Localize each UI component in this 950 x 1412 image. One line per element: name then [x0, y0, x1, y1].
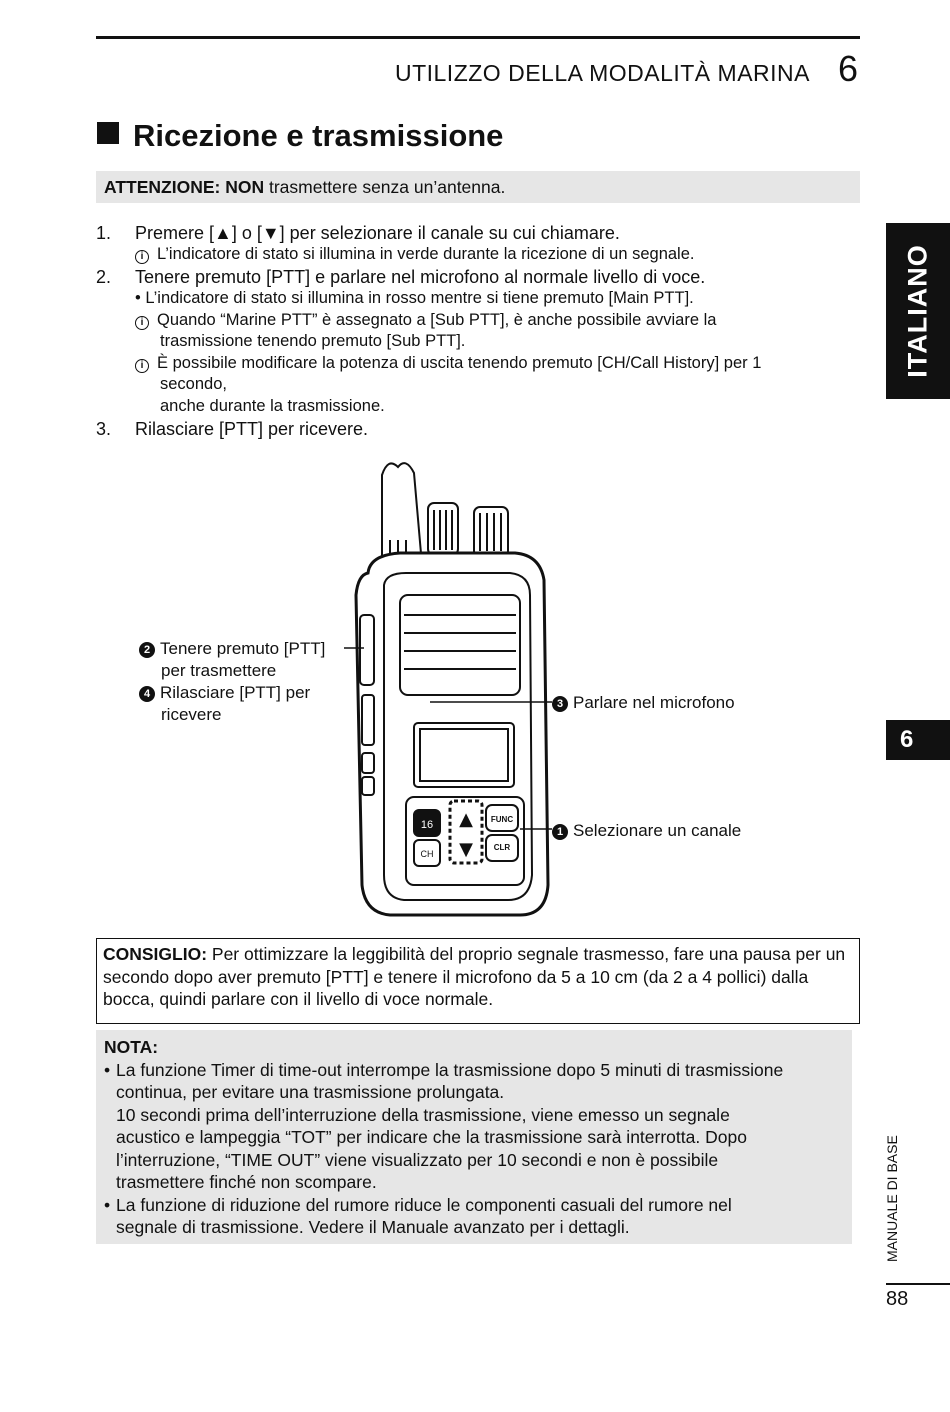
- up-arrow-icon: ▲: [459, 809, 473, 830]
- chapter-title: UTILIZZO DELLA MODALITÀ MARINA: [394, 60, 810, 86]
- step-2-info-2: [135, 353, 761, 374]
- note-bullet-1-line-5: l’interruzione, “TIME OUT” viene visualizzato per 10 secondi e non è possibile: [116, 1149, 719, 1170]
- step-1-info: [135, 244, 694, 265]
- page-number: 88: [886, 1288, 909, 1310]
- down-arrow-icon: ▼: [459, 839, 473, 860]
- note-bullet-1-line-4: acustico e lampeggia “TOT” per indicare che la trasmissione sarà interrotta. Dopo: [116, 1127, 747, 1147]
- note-bullet-2-line-1: La funzione di riduzione del rumore riduce le componenti casuali del rumore nel: [116, 1194, 732, 1215]
- callout-1: [552, 820, 741, 842]
- key-clr-label: CLR: [493, 843, 511, 852]
- key-ch-label: CH: [420, 849, 434, 859]
- circled-number-1: 1: [552, 824, 568, 840]
- callout-2: [139, 638, 325, 660]
- warning-label: ATTENZIONE: NON: [104, 177, 265, 197]
- step-2-bullet: • L’indicatore di stato si illumina in rosso mentre si tiene premuto [Main PTT].: [135, 289, 694, 307]
- callout-3: [552, 692, 735, 714]
- callout-4-cont: ricevere: [161, 705, 222, 724]
- step-2-info-2-text: È possibile modificare la potenza di uscita tenendo premuto [CH/Call History] per 1: [157, 354, 762, 372]
- bullet-icon: •: [104, 1059, 111, 1080]
- chapter-tab: 6: [886, 720, 950, 760]
- info-icon: i: [135, 316, 149, 330]
- key-16-label: 16: [420, 819, 434, 831]
- section-title: Ricezione e trasmissione: [133, 118, 504, 153]
- callout-2-cont: per trasmettere: [161, 661, 277, 680]
- note-label: NOTA:: [104, 1037, 159, 1057]
- step-1-text: Premere [▲] o [▼] per selezionare il canale su cui chiamare.: [135, 223, 620, 243]
- step-2-info-1-cont: trasmissione tenendo premuto [Sub PTT].: [160, 332, 466, 350]
- language-tab-label: ITALIANO: [902, 244, 933, 378]
- step-1-number: 1.: [96, 223, 112, 243]
- info-icon: i: [135, 359, 149, 373]
- note-bullet-1-line-2: continua, per evitare una trasmissione prolungata.: [116, 1082, 505, 1102]
- callout-3-text: Parlare nel microfono: [573, 693, 735, 712]
- radio-illustration: [340, 455, 570, 920]
- key-func-label: FUNC: [490, 815, 514, 824]
- manual-label: MANUALE DI BASE: [884, 1135, 900, 1262]
- step-2-info-2-cont2: anche durante la trasmissione.: [160, 397, 385, 415]
- note-bullet-1-line-6: trasmettere finché non scompare.: [116, 1172, 377, 1192]
- tip-label: CONSIGLIO:: [103, 944, 208, 964]
- note-box: [96, 1030, 852, 1244]
- callout-1-text: Selezionare un canale: [573, 821, 742, 840]
- step-3-text: Rilasciare [PTT] per ricevere.: [135, 419, 369, 439]
- step-1-info-text: L’indicatore di stato si illumina in verde durante la ricezione di un segnale.: [157, 245, 695, 263]
- step-2-number: 2.: [96, 267, 112, 287]
- tip-text: Per ottimizzare la leggibilità del proprio segnale trasmesso, fare una pausa per un secondo dopo aver premuto [PTT] e tenere il microfono da 5 a 10 cm (da 2 a 4 pollici) dalla bocca, quindi parlare con il livello di voce normale.: [103, 944, 846, 1009]
- warning-box: [96, 171, 860, 203]
- tip-box: [96, 938, 860, 1024]
- circled-number-4: 4: [139, 686, 155, 702]
- note-bullet-1-line-3: 10 secondi prima dell’interruzione della trasmissione, viene emesso un segnale: [116, 1104, 730, 1125]
- step-3-number: 3.: [96, 419, 112, 439]
- info-icon: i: [135, 250, 149, 264]
- note-bullet-2-line-2: segnale di trasmissione. Vedere il Manuale avanzato per i dettagli.: [116, 1217, 630, 1237]
- square-bullet-icon: [97, 122, 119, 144]
- language-tab: [886, 223, 950, 399]
- section-heading: [97, 118, 503, 154]
- header-rule: [96, 36, 860, 39]
- callout-4-text: Rilasciare [PTT] per: [160, 683, 311, 702]
- step-2-info-1-text: Quando “Marine PTT” è assegnato a [Sub PTT], è anche possibile avviare la: [157, 311, 717, 329]
- chapter-number: 6: [837, 48, 858, 89]
- footer-rule: [886, 1283, 950, 1285]
- warning-text: trasmettere senza un’antenna.: [264, 177, 506, 197]
- step-2-info-2-cont: secondo,: [160, 375, 227, 393]
- step-2-info-1: [135, 310, 716, 331]
- callout-2-text: Tenere premuto [PTT]: [160, 639, 326, 658]
- circled-number-3: 3: [552, 696, 568, 712]
- circled-number-2: 2: [139, 642, 155, 658]
- note-bullet-1-line-1: La funzione Timer di time-out interrompe la trasmissione dopo 5 minuti di trasmissione: [116, 1059, 784, 1080]
- step-2-text: Tenere premuto [PTT] e parlare nel microfono al normale livello di voce.: [135, 267, 706, 287]
- callout-4: [139, 682, 310, 704]
- bullet-icon: •: [104, 1194, 111, 1215]
